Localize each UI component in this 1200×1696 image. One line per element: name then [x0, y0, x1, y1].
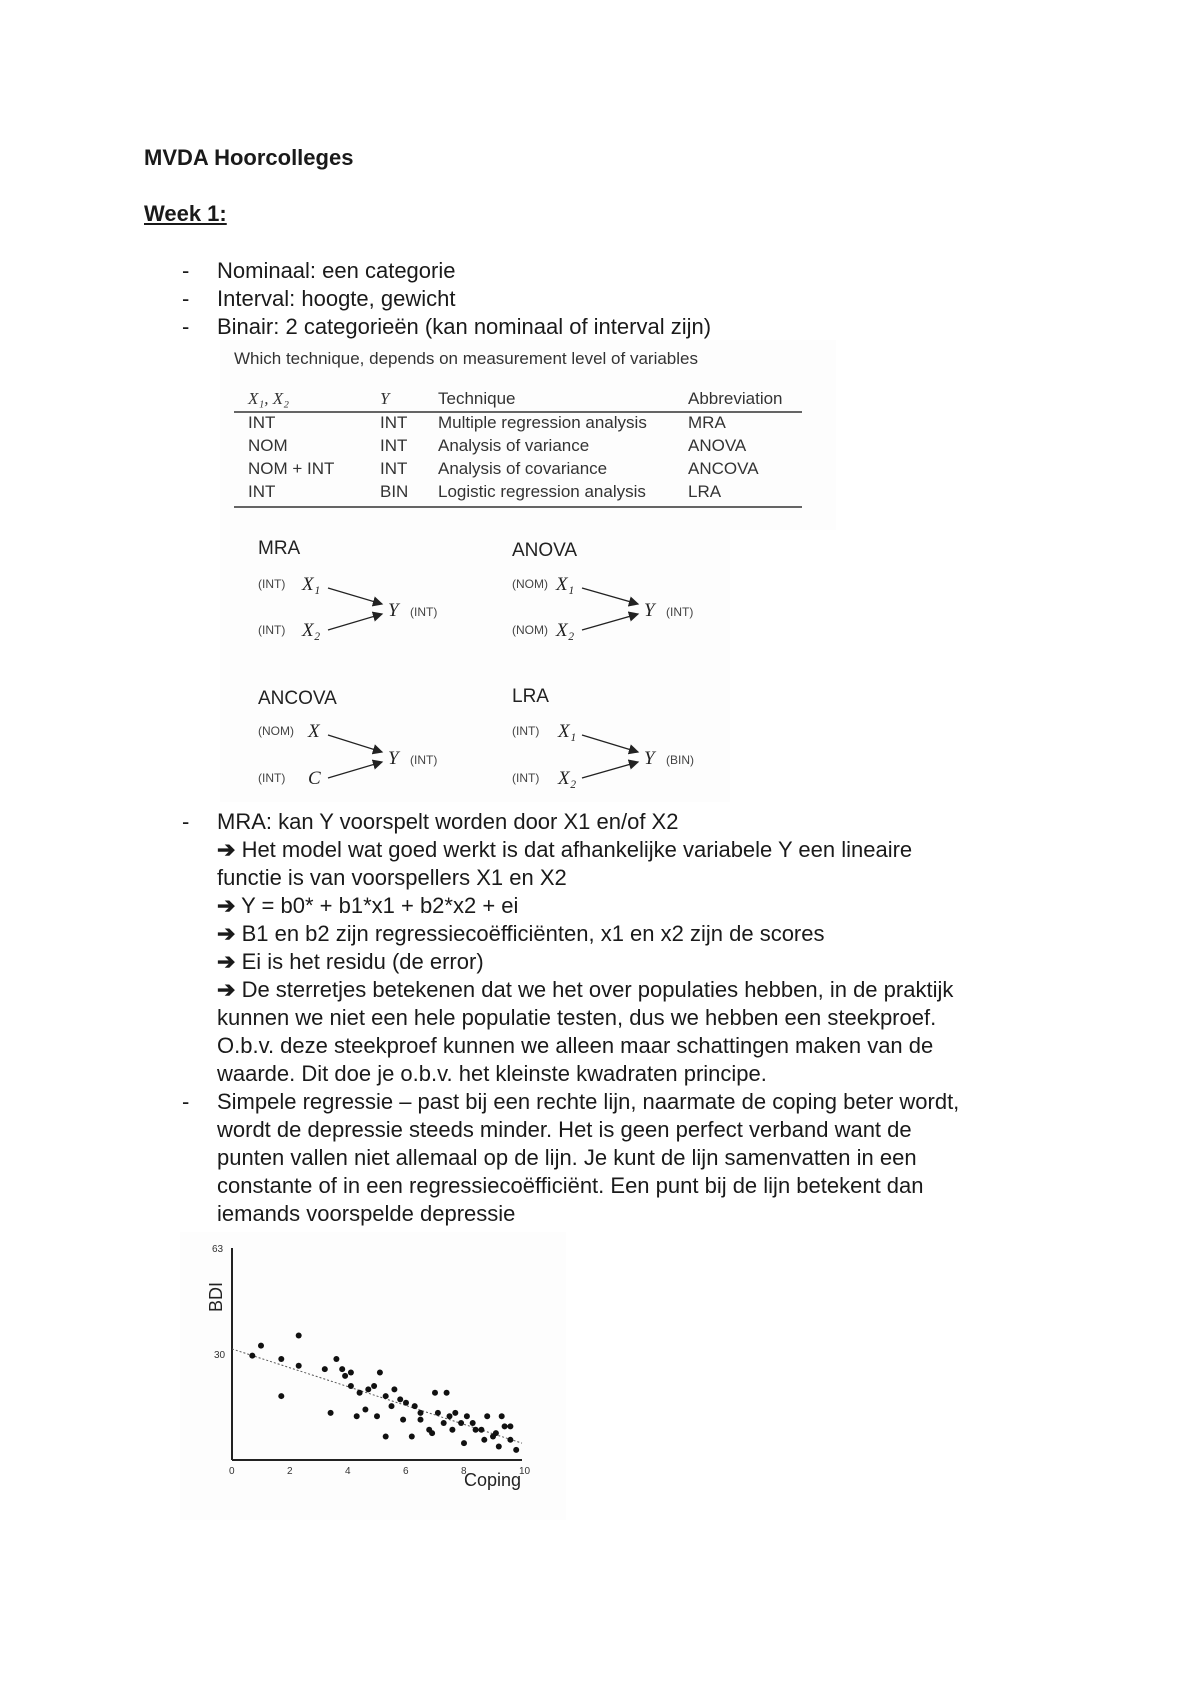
predictor-label: C — [308, 768, 321, 789]
scatter-point — [278, 1393, 284, 1399]
scatter-point — [478, 1427, 484, 1433]
scatter-point — [484, 1413, 490, 1419]
x-tick-label: 10 — [519, 1466, 531, 1477]
scatter-point — [432, 1390, 438, 1396]
simple-regression-cont: iemands voorspelde depressie — [217, 1201, 516, 1226]
scatter-point — [418, 1410, 424, 1416]
x-axis-label: Coping — [464, 1470, 522, 1490]
level-label: (NOM) — [512, 623, 548, 637]
level-label: (NOM) — [512, 577, 548, 591]
page-title: MVDA Hoorcolleges — [144, 145, 354, 170]
simple-regression-cont: wordt de depressie steeds minder. Het is geen perfect verband want de — [217, 1117, 912, 1142]
mra-point-populations: ➔ De sterretjes betekenen dat we het over populaties hebben, in de praktijk — [217, 977, 954, 1002]
table-cell: NOM — [248, 436, 288, 455]
scatter-point — [258, 1343, 264, 1349]
predictor-label: X — [308, 721, 320, 742]
scatter-point — [441, 1420, 447, 1426]
arrow — [328, 614, 382, 630]
table-cell: ANOVA — [688, 436, 747, 455]
y-tick-label: 63 — [212, 1244, 224, 1255]
outcome-label: Y — [388, 600, 399, 621]
scatter-point — [354, 1413, 360, 1419]
scatter-point — [342, 1373, 348, 1379]
scatter-point — [296, 1363, 302, 1369]
x-tick-label: 4 — [345, 1466, 351, 1477]
scatter-point — [333, 1356, 339, 1362]
simple-regression-cont: punten vallen niet allemaal op de lijn. Je kunt de lijn samenvatten in een — [217, 1145, 917, 1170]
scatter-point — [481, 1437, 487, 1443]
level-label: (INT) — [410, 753, 438, 767]
bullet-mra: MRA: kan Y voorspelt worden door X1 en/of X2 — [217, 809, 679, 834]
level-label: (NOM) — [258, 724, 294, 738]
level-label: (INT) — [258, 577, 286, 591]
scatter-point — [464, 1413, 470, 1419]
mra-point-coefficients: ➔ B1 en b2 zijn regressiecoëfficiënten, x1 en x2 zijn de scores — [217, 921, 825, 946]
scatter-point — [458, 1420, 464, 1426]
scatter-point — [507, 1423, 513, 1429]
x-tick-label: 0 — [229, 1466, 235, 1477]
arrow-icon: ➔ — [217, 977, 236, 1002]
scatter-point — [412, 1403, 418, 1409]
scatter-point — [452, 1410, 458, 1416]
level-label: (INT) — [512, 771, 540, 785]
bullet-simple-regression: Simpele regressie – past bij een rechte lijn, naarmate de coping beter wordt, — [217, 1089, 960, 1114]
scatter-point — [389, 1403, 395, 1409]
x-tick-label: 2 — [287, 1466, 293, 1477]
scatter-point — [339, 1366, 345, 1372]
mra-point-model: ➔ Het model wat goed werkt is dat afhankelijke variabele Y een lineaire — [217, 837, 913, 862]
arrow — [582, 735, 638, 752]
level-label: (INT) — [512, 724, 540, 738]
table-cell: Analysis of variance — [438, 436, 590, 455]
arrow-icon: ➔ — [217, 921, 236, 946]
predictor-label: X₂ — [556, 620, 575, 641]
scatter-point — [362, 1407, 368, 1413]
level-label: (BIN) — [666, 753, 694, 767]
diagram-title: ANOVA — [512, 540, 578, 561]
table-cell: INT — [380, 436, 408, 455]
table-cell: INT — [248, 413, 276, 432]
scatter-point — [365, 1386, 371, 1392]
arrow — [328, 735, 382, 752]
outcome-label: Y — [644, 748, 655, 769]
bullet-dash: - — [182, 809, 190, 834]
arrow-icon: ➔ — [217, 837, 236, 862]
scatter-point — [328, 1410, 334, 1416]
diagram-title: MRA — [258, 538, 301, 559]
scatter-point — [513, 1447, 519, 1453]
bullet-interval: Interval: hoogte, gewicht — [217, 286, 456, 311]
simple-regression-cont: constante of in een regressiecoëfficiënt. Een punt bij de lijn betekent dan — [217, 1173, 924, 1198]
table-header-y: Y — [380, 389, 390, 408]
diagram-mra — [258, 538, 437, 641]
table-cell: NOM + INT — [248, 459, 335, 478]
scatter-point — [397, 1396, 403, 1402]
bullet-dash: - — [182, 314, 190, 339]
table-cell: ANCOVA — [688, 459, 759, 478]
table-cell: LRA — [688, 482, 722, 501]
scatter-point — [493, 1430, 499, 1436]
scatter-point — [296, 1332, 302, 1338]
scatter-point — [357, 1390, 363, 1396]
table-header-technique: Technique — [438, 389, 516, 408]
scatter-point — [322, 1366, 328, 1372]
scatter-point — [409, 1433, 415, 1439]
predictor-label: X₁ — [302, 574, 321, 595]
table-header-abbreviation: Abbreviation — [688, 389, 783, 408]
table-caption: Which technique, depends on measurement level of variables — [234, 349, 698, 368]
bullet-dash: - — [182, 1089, 190, 1114]
scatter-point — [400, 1417, 406, 1423]
arrow — [582, 762, 638, 778]
predictor-label: X₁ — [556, 574, 575, 595]
scatter-point — [418, 1417, 424, 1423]
table-cell: Multiple regression analysis — [438, 413, 647, 432]
level-label: (INT) — [258, 771, 286, 785]
mra-point-populations-cont: waarde. Dit doe je o.b.v. het kleinste kwadraten principe. — [217, 1061, 767, 1086]
diagram-title: ANCOVA — [258, 688, 337, 709]
scatter-point — [470, 1420, 476, 1426]
level-label: (INT) — [410, 605, 438, 619]
x-tick-label: 6 — [403, 1466, 409, 1477]
scatter-point — [403, 1400, 409, 1406]
predictor-label: X₁ — [558, 721, 577, 742]
outcome-label: Y — [644, 600, 655, 621]
arrow — [582, 614, 638, 630]
scatter-point — [374, 1413, 380, 1419]
scatter-point — [348, 1370, 354, 1376]
level-label: (INT) — [258, 623, 286, 637]
bullet-nominaal: Nominaal: een categorie — [217, 258, 456, 283]
mra-point-residual: ➔ Ei is het residu (de error) — [217, 949, 484, 974]
scatter-point — [429, 1430, 435, 1436]
scatter-point — [377, 1370, 383, 1376]
scatter-point — [449, 1427, 455, 1433]
scatter-point — [391, 1386, 397, 1392]
mra-point-formula: ➔ Y = b0* + b1*x1 + b2*x2 + ei — [217, 893, 519, 918]
predictor-label: X₂ — [302, 620, 321, 641]
scatter-point — [383, 1433, 389, 1439]
bdi-coping-scatter-figure — [180, 1232, 566, 1520]
outcome-label: Y — [388, 748, 399, 769]
mra-point-populations-cont: O.b.v. deze steekproef kunnen we alleen maar schattingen maken van de — [217, 1033, 934, 1058]
arrow-icon: ➔ — [217, 949, 236, 974]
scatter-point — [435, 1410, 441, 1416]
scatter-point — [502, 1423, 508, 1429]
table-cell: MRA — [688, 413, 726, 432]
week-heading: Week 1: — [144, 201, 227, 226]
scatter-point — [447, 1413, 453, 1419]
table-cell: Logistic regression analysis — [438, 482, 646, 501]
predictor-label: X₂ — [558, 768, 577, 789]
diagram-ancova — [258, 688, 437, 789]
table-cell: INT — [380, 413, 408, 432]
level-label: (INT) — [666, 605, 694, 619]
table-cell: Analysis of covariance — [438, 459, 608, 478]
scatter-point — [496, 1444, 502, 1450]
arrow-icon: ➔ — [217, 893, 236, 918]
arrow — [582, 588, 638, 604]
diagram-title: LRA — [512, 686, 549, 707]
mra-point-model-cont: functie is van voorspellers X1 en X2 — [217, 865, 567, 890]
table-cell: BIN — [380, 482, 409, 501]
model-diagrams-figure — [220, 530, 730, 802]
arrow — [328, 762, 382, 778]
scatter-point — [278, 1356, 284, 1362]
scatter-point — [383, 1393, 389, 1399]
mra-point-populations-cont: kunnen we niet een hele populatie testen, dus we hebben een steekproef. — [217, 1005, 937, 1030]
arrow — [328, 588, 382, 604]
table-header-x: X₁, X₂ — [248, 389, 290, 408]
scatter-point — [499, 1413, 505, 1419]
x-tick-label: 8 — [461, 1466, 467, 1477]
scatter-point — [507, 1437, 513, 1443]
diagram-anova — [512, 540, 693, 641]
bullet-dash: - — [182, 258, 190, 283]
y-axis-label: BDI — [206, 1281, 226, 1312]
table-cell: INT — [380, 459, 408, 478]
technique-table-figure — [220, 340, 836, 530]
scatter-point — [461, 1440, 467, 1446]
diagram-lra — [512, 686, 694, 789]
scatter-point — [348, 1383, 354, 1389]
y-tick-label: 30 — [214, 1350, 226, 1361]
bullet-binair: Binair: 2 categorieën (kan nominaal of interval zijn) — [217, 314, 712, 339]
scatter-point — [249, 1353, 255, 1359]
table-cell: INT — [248, 482, 276, 501]
bullet-dash: - — [182, 286, 190, 311]
scatter-point — [473, 1427, 479, 1433]
scatter-point — [371, 1383, 377, 1389]
scatter-point — [444, 1390, 450, 1396]
